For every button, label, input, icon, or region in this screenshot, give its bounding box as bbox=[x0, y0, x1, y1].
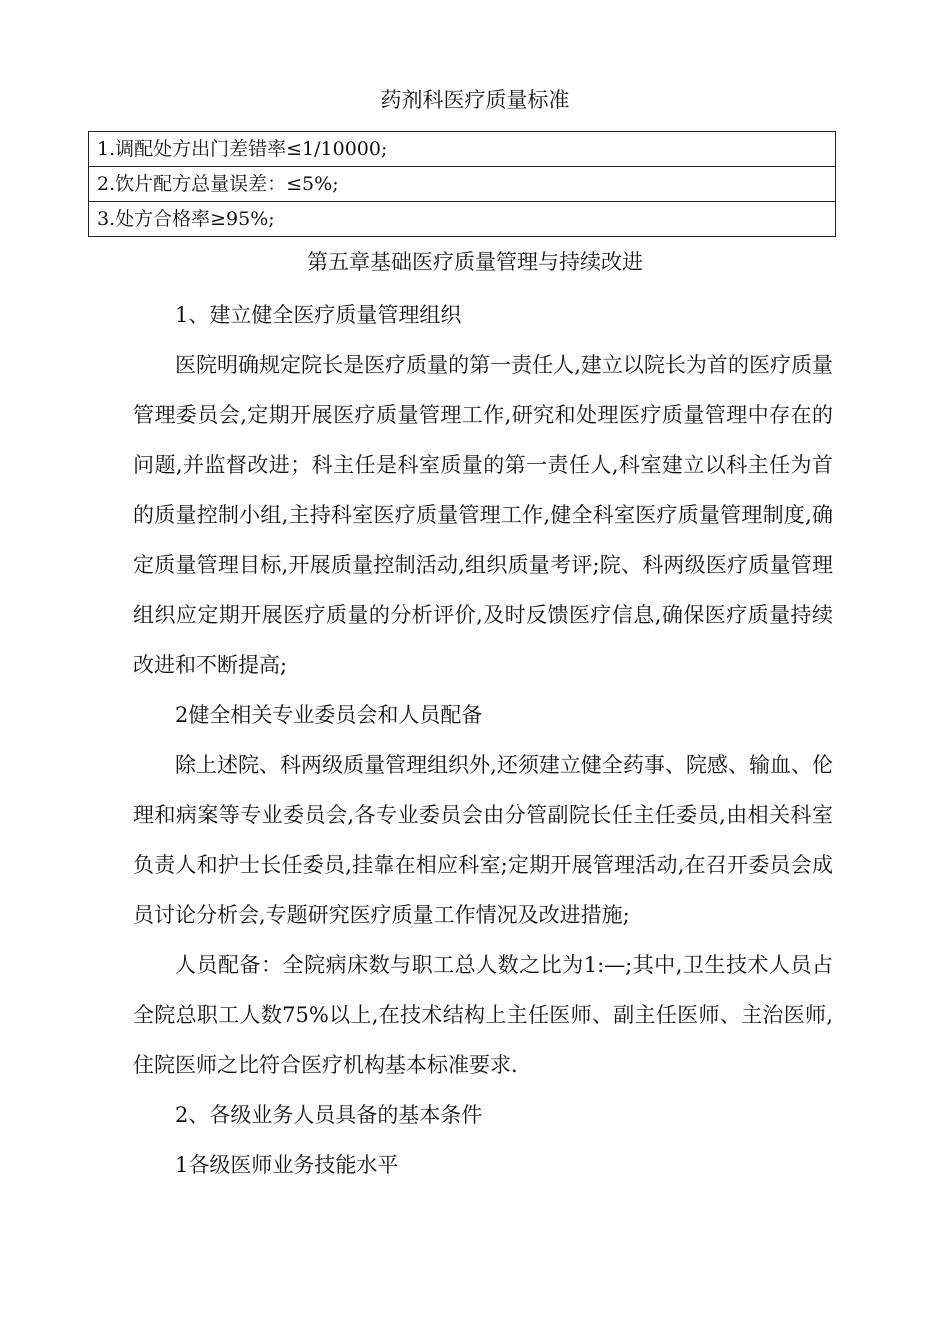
table-row bbox=[89, 132, 836, 167]
document-body bbox=[133, 290, 833, 1190]
standard-item: 1.调配处方出门差错率≤1/10000; bbox=[89, 132, 836, 167]
body-paragraph: 人员配备：全院病床数与职工总人数之比为1:—;其中,卫生技术人员占全院总职工人数75%以上,在技术结构上主任医师、副主任医师、主治医师,住院医师之比符合医疗机构基本标准要求. bbox=[133, 953, 833, 1077]
section-heading: 2健全相关专业委员会和人员配备 bbox=[175, 703, 483, 727]
standards-table bbox=[88, 131, 836, 237]
table-row bbox=[89, 202, 836, 237]
body-paragraph: 除上述院、科两级质量管理组织外,还须建立健全药事、院感、输血、伦理和病案等专业委员会,各专业委员会由分管副院长任主任委员,由相关科室负责人和护士长任委员,挂靠在相应科室;定期开展管理活动,在召开委员会成员讨论分析会,专题研究医疗质量工作情况及改进措施; bbox=[133, 753, 833, 927]
body-paragraph: 医院明确规定院长是医疗质量的第一责任人,建立以院长为首的医疗质量管理委员会,定期开展医疗质量管理工作,研究和处理医疗质量管理中存在的问题,并监督改进；科主任是科室质量的第一责任人,科室建立以科主任为首的质量控制小组,主持科室医疗质量管理工作,健全科室医疗质量管理制度,确定质量管理目标,开展质量控制活动,组织质量考评;院、科两级医疗质量管理组织应定期开展医疗质量的分析评价,及时反馈医疗信息,确保医疗质量持续改进和不断提高; bbox=[133, 353, 833, 677]
standard-item: 2.饮片配方总量误差：≤5%; bbox=[89, 167, 836, 202]
section-heading: 1、建立健全医疗质量管理组织 bbox=[175, 303, 462, 327]
section-heading: 1各级医师业务技能水平 bbox=[175, 1153, 399, 1177]
section-heading: 2、各级业务人员具备的基本条件 bbox=[175, 1103, 483, 1127]
standard-item: 3.处方合格率≥95%; bbox=[89, 202, 836, 237]
table-row bbox=[89, 167, 836, 202]
chapter-title: 第五章基础医疗质量管理与持续改进 bbox=[307, 250, 643, 274]
document-title: 药剂科医疗质量标准 bbox=[380, 88, 570, 112]
